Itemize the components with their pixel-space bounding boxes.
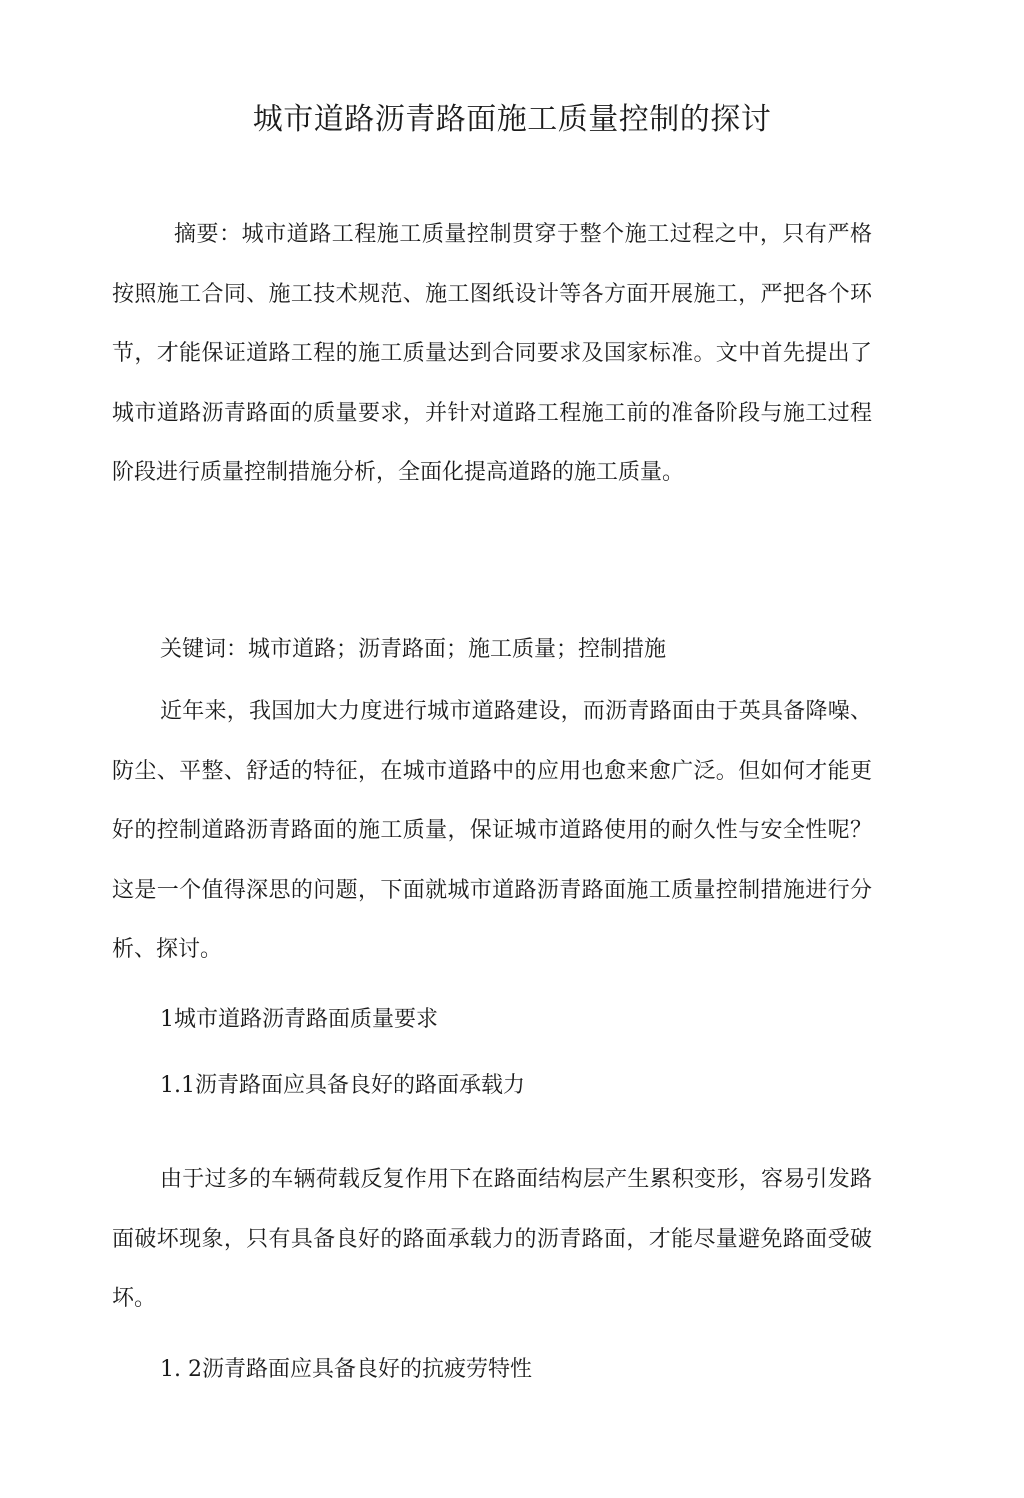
section-1-heading: 1城市道路沥青路面质量要求 (160, 1007, 438, 1032)
keywords-line: 关键词：城市道路；沥青路面；施工质量；控制措施 (160, 637, 667, 662)
abstract-paragraph: 摘要：城市道路工程施工质量控制贯穿于整个施工过程之中，只有严格按照施工合同、施工技术规范、施工图纸设计等各方面开展施工，严把各个环节，才能保证道路工程的施工质量达到合同要求及国家标准。文中首先提出了城市道路沥青路面的质量要求，并针对道路工程施工前的准备阶段与施工过程阶段进行质量控制措施分析，全面化提高道路的施工质量。 (112, 222, 872, 485)
intro-paragraph: 近年来，我国加大力度进行城市道路建设，而沥青路面由于英具备降噪、防尘、平整、舒适的特征，在城市道路中的应用也愈来愈广泛。但如何才能更好的控制道路沥青路面的施工质量，保证城市道路使用的耐久性与安全性呢？这是一个值得深思的问题，下面就城市道路沥青路面施工质量控制措施进行分析、探讨。 (112, 699, 872, 962)
section-1-2-heading: 1. 2沥青路面应具备良好的抗疲劳特性 (160, 1357, 532, 1382)
section-1-1-paragraph: 由于过多的车辆荷载反复作用下在路面结构层产生累积变形，容易引发路面破坏现象，只有具备良好的路面承载力的沥青路面，才能尽量避免路面受破坏。 (112, 1167, 872, 1311)
document-title: 城市道路沥青路面施工质量控制的探讨 (252, 102, 772, 137)
section-1-1-heading: 1.1沥青路面应具备良好的路面承载力 (160, 1073, 525, 1098)
